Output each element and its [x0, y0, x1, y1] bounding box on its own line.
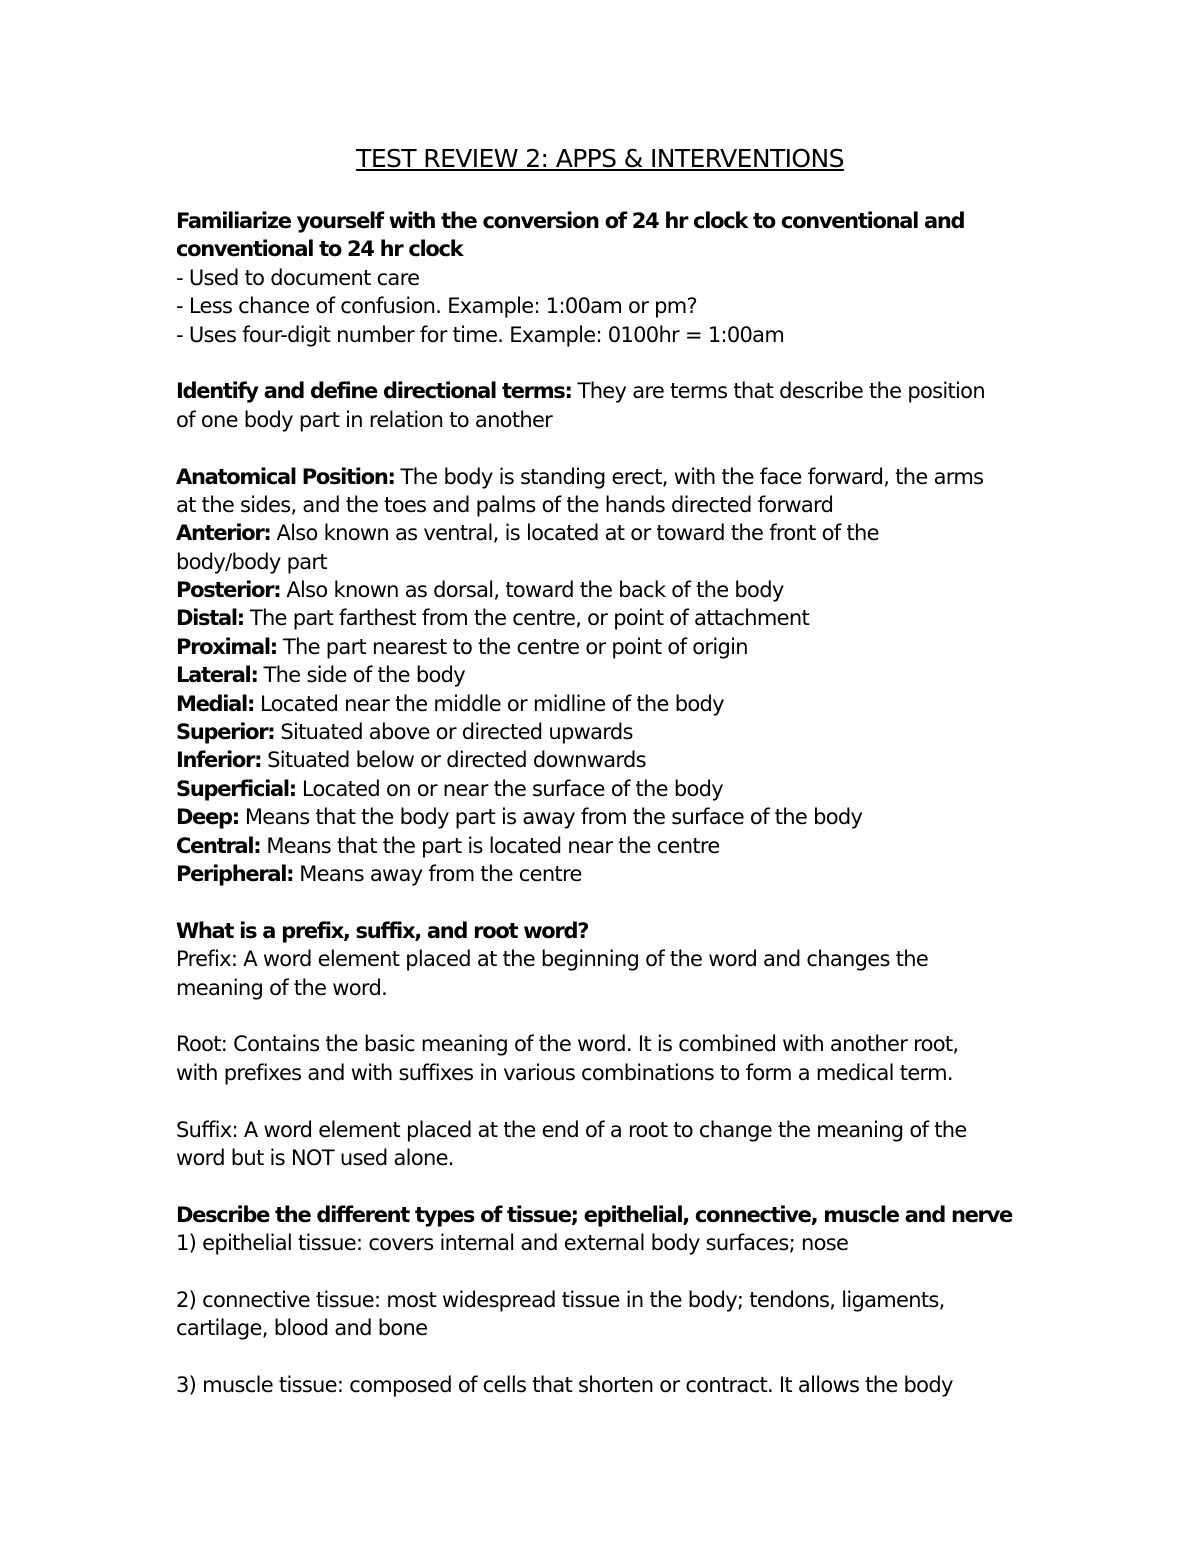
clock-bullet: - Used to document care [176, 265, 420, 290]
term-row [176, 633, 1076, 661]
term-row [176, 690, 1076, 718]
term-definition: Also known as dorsal, toward the back of the body [280, 578, 784, 603]
prefix-text-continued: meaning of the word. [176, 975, 388, 1000]
term-row [176, 832, 1076, 860]
term-label: Medial: [176, 691, 255, 716]
term-definition: Located on or near the surface of the body [295, 776, 724, 801]
tissue-item-continued: cartilage, blood and bone [176, 1316, 428, 1341]
term-label: Lateral: [176, 663, 258, 688]
term-definition: The part nearest to the centre or point of origin [276, 634, 748, 659]
spacer [176, 1257, 1076, 1285]
clock-bullet: - Uses four-digit number for time. Example: 0100hr = 1:00am [176, 322, 785, 347]
clock-heading-line-1: Familiarize yourself with the conversion of 24 hr clock to conventional and [176, 209, 965, 233]
term-label: Proximal: [176, 634, 277, 659]
spacer [176, 1087, 1076, 1115]
spacer [176, 888, 1076, 916]
term-row [176, 860, 1076, 888]
clock-heading-line-2: conventional to 24 hr clock [176, 237, 463, 262]
term-row [176, 775, 1076, 803]
term-definition-continued: at the sides, and the toes and palms of the hands directed forward [176, 492, 834, 517]
term-row [176, 746, 1076, 774]
root-text-continued: with prefixes and with suffixes in various combinations to form a medical term. [176, 1060, 953, 1085]
term-label: Distal: [176, 606, 244, 631]
term-definition-continued: body/body part [176, 549, 327, 574]
term-definition: The part farthest from the centre, or point of attachment [243, 606, 810, 631]
term-definition: The body is standing erect, with the face forward, the arms [394, 464, 984, 489]
suffix-text: Suffix: A word element placed at the end of a root to change the meaning of the [176, 1117, 967, 1142]
directional-heading: Identify and define directional terms: [176, 379, 572, 404]
spacer [176, 434, 1076, 462]
term-definition: Situated below or directed downwards [261, 748, 646, 773]
term-definition: Means that the part is located near the centre [260, 833, 720, 858]
term-label: Superior: [176, 720, 275, 745]
root-text: Root: Contains the basic meaning of the word. It is combined with another root, [176, 1032, 959, 1057]
term-label: Deep: [176, 805, 239, 830]
page-title: TEST REVIEW 2: APPS & INTERVENTIONS [356, 144, 844, 173]
directional-text-continued: of one body part in relation to another [176, 407, 553, 432]
words-heading: What is a prefix, suffix, and root word? [176, 918, 589, 943]
term-row [176, 576, 1076, 604]
term-definition: The side of the body [257, 663, 465, 688]
term-row [176, 803, 1076, 831]
term-row [176, 519, 1076, 547]
clock-bullet: - Less chance of confusion. Example: 1:00am or pm? [176, 294, 697, 319]
directional-intro [176, 377, 1076, 405]
term-label: Central: [176, 833, 261, 858]
term-definition: Also known as ventral, is located at or toward the front of the [270, 521, 879, 546]
term-definition: Situated above or directed upwards [274, 720, 633, 745]
spacer [176, 1343, 1076, 1371]
term-row [176, 604, 1076, 632]
prefix-text: Prefix: A word element placed at the beginning of the word and changes the [176, 947, 929, 972]
term-definition: Means that the body part is away from the surface of the body [238, 805, 863, 830]
suffix-text-continued: word but is NOT used alone. [176, 1145, 454, 1170]
term-definition: Located near the middle or midline of the body [254, 691, 724, 716]
tissue-item: 2) connective tissue: most widespread tissue in the body; tendons, ligaments, [176, 1287, 945, 1312]
spacer [176, 1002, 1076, 1030]
tissue-heading: Describe the different types of tissue; epithelial, connective, muscle and nerve [176, 1202, 1012, 1227]
term-label: Anatomical Position: [176, 464, 395, 489]
tissue-item: 1) epithelial tissue: covers internal and external body surfaces; nose [176, 1231, 849, 1256]
term-label: Peripheral: [176, 861, 294, 886]
spacer [176, 349, 1076, 377]
document-body [176, 207, 1076, 1399]
term-label: Superficial: [176, 776, 296, 801]
term-row [176, 718, 1076, 746]
term-label: Anterior: [176, 521, 271, 546]
spacer [176, 1172, 1076, 1200]
term-row [176, 463, 1076, 491]
term-row [176, 661, 1076, 689]
tissue-item: 3) muscle tissue: composed of cells that shorten or contract. It allows the body [176, 1373, 953, 1398]
directional-text: They are terms that describe the position [571, 379, 985, 404]
term-definition: Means away from the centre [293, 861, 582, 886]
term-label: Posterior: [176, 578, 281, 603]
term-label: Inferior: [176, 748, 262, 773]
